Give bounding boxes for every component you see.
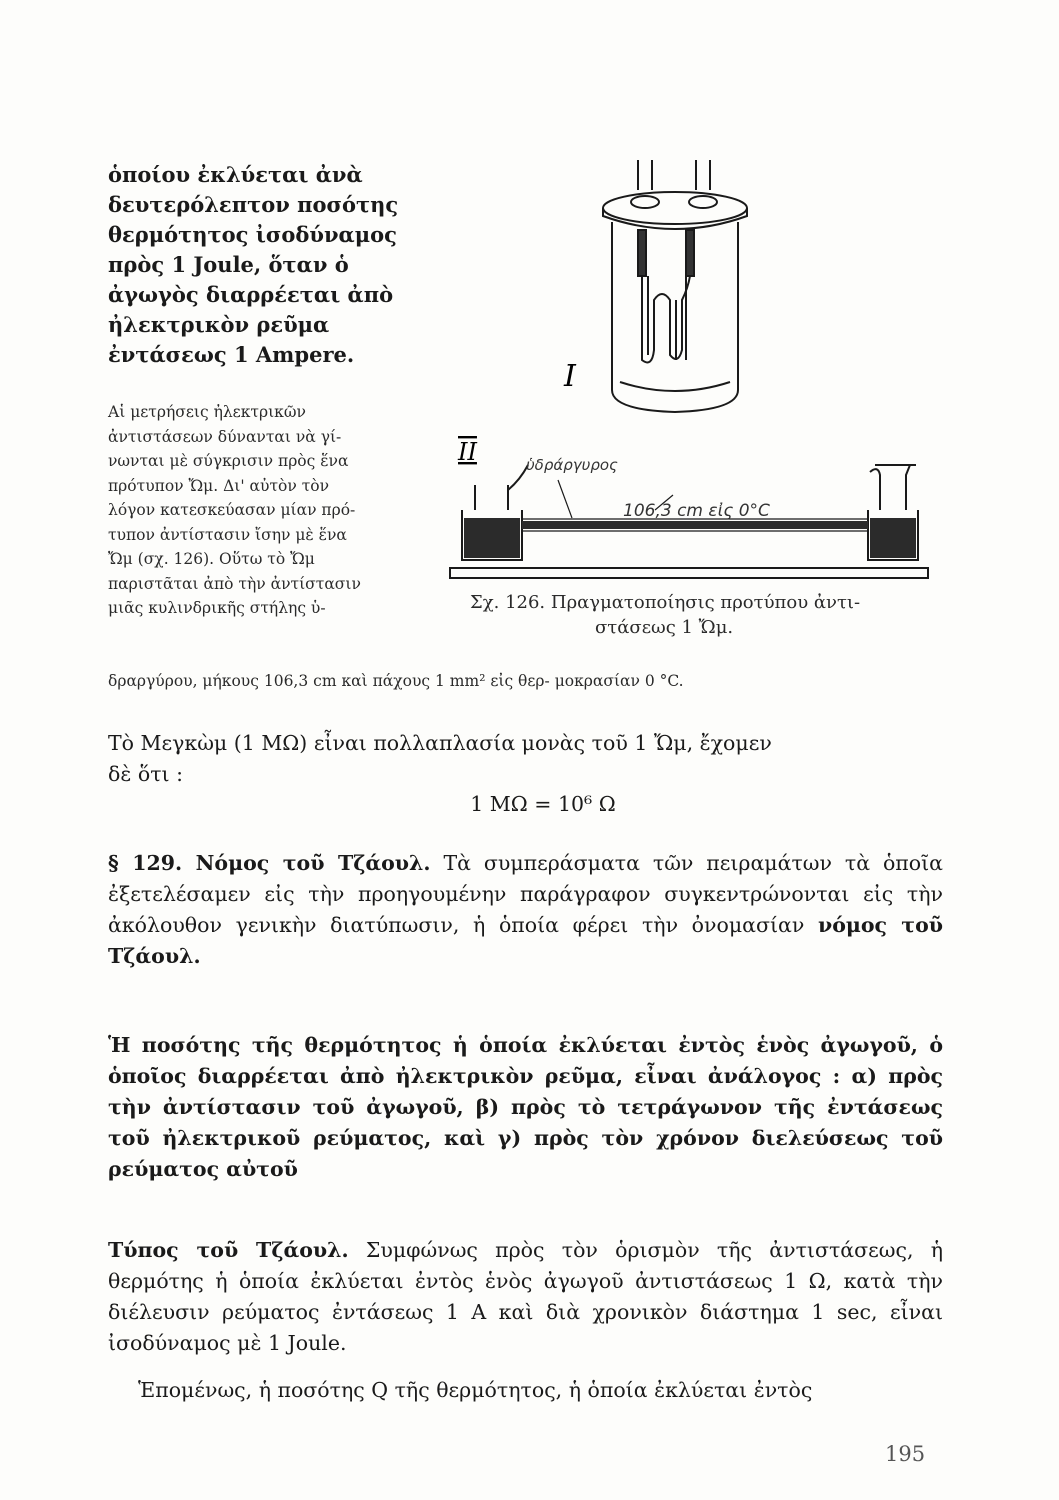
section-law-name: νόμος τοῦ Τζάουλ. — [108, 913, 943, 968]
mercury-label: ὑδράργυρος — [526, 456, 618, 474]
figure-caption — [470, 590, 950, 640]
section-text: Τὰ συμπεράσματα τῶν πειραμάτων τὰ ὁποῖα ἐξετελέσαμεν εἰς τὴν προηγουμένην παράγραφον συγκεντρώνονται εἰς τὴν ἀκόλουθον γενικὴν διατύπωσιν, ἡ ὁποία φέρει τὴν ὀνομασίαν — [108, 851, 943, 937]
megaohm-paragraph — [108, 728, 943, 790]
small-print-paragraph — [108, 400, 428, 621]
caption-line-1: Σχ. 126. Πραγματοποίησις προτύπου ἀντι- — [470, 592, 861, 613]
megaohm-line-2: δὲ ὅτι : — [108, 762, 184, 786]
small-line: Ὤμ (σχ. 126). Οὕτω τὸ Ὤμ — [108, 550, 315, 568]
last-paragraph: Ἑπομένως, ἡ ποσότης Q τῆς θερμότητος, ἡ ὁποία ἐκλύεται ἐντὸς — [138, 1378, 813, 1402]
joule-formula-paragraph — [108, 1235, 943, 1359]
joule-type-text: Συμφώνως πρὸς τὸν ὁρισμὸν τῆς ἀντιστάσεως, ἡ θερμότης ἡ ὁποία ἐκλύεται ἐντὸς ἑνὸς ἀγωγοῦ ἀντιστάσεως 1 Ω, κατὰ τὴν διέλευσιν ρεύματος ἐντάσεως 1 Α καὶ διὰ χρονικὸν διάστημα 1 sec, εἶναι ἰσοδύναμος μὲ 1 Joule. — [108, 1238, 943, 1355]
figure-126-standard-ohm — [440, 150, 950, 590]
small-line: πρότυπον Ὤμ. Δι' αὐτὸν τὸν — [108, 476, 330, 495]
caption-line-2: στάσεως 1 Ὤμ. — [595, 617, 734, 638]
tube-length-label: 106,3 cm εἰς 0°C — [623, 501, 770, 521]
small-line: μιᾶς κυλινδρικῆς στήλης ὑ- — [108, 599, 326, 617]
small-line: τυπον ἀντίστασιν ἴσην μὲ ἕνα — [108, 525, 347, 544]
section-129-paragraph — [108, 848, 943, 972]
section-heading: § 129. Νόμος τοῦ Τζάουλ. — [108, 851, 431, 875]
figure-label-II: II — [458, 438, 477, 466]
small-line: λόγον κατεσκεύασαν μίαν πρό- — [108, 501, 356, 519]
small-print-continuation: δραργύρου, μήκους 106,3 cm καὶ πάχους 1 mm² εἰς θερ- μοκρασίαν 0 °C. — [108, 672, 684, 690]
joule-type-heading: Τύπος τοῦ Τζάουλ. — [108, 1238, 349, 1262]
small-line: ἀντιστάσεων δύνανται νὰ γί- — [108, 427, 342, 446]
small-line: νωνται μὲ σύγκρισιν πρὸς ἕνα — [108, 452, 349, 470]
small-line: παριστᾶται ἀπὸ τὴν ἀντίστασιν — [108, 574, 361, 593]
joule-law-statement: Ἡ ποσότης τῆς θερμότητος ἡ ὁποία ἐκλύεται ἐντὸς ἑνὸς ἀγωγοῦ, ὁ ὁποῖος διαρρέεται ἀπὸ ἠλεκτρικὸν ρεῦμα, εἶναι ἀνάλογος : α) πρὸς τὴν ἀντίστασιν τοῦ ἀγωγοῦ, β) πρὸς τὸ τετράγωνον τῆς ἐντάσεως τοῦ ἠλεκτρικοῦ ρεύματος, καὶ γ) πρὸς τὸν χρόνον διελεύσεως τοῦ ρεύματος αὐτοῦ — [108, 1033, 943, 1181]
megaohm-line-1: Τὸ Μεγκὼμ (1 ΜΩ) εἶναι πολλαπλασία μονὰς τοῦ 1 Ὤμ, ἔχομεν — [108, 731, 772, 755]
page-number: 195 — [885, 1442, 926, 1466]
intro-paragraph: ὁποίου ἐκλύεται ἀνὰ δευτερόλεπτον ποσότης θερμότητος ἰσοδύναμος πρὸς 1 Joule, ὅταν ὁ ἀγωγὸς διαρρέεται ἀπὸ ἠλεκτρικὸν ρεῦμα ἐντάσεως 1 Ampere. — [108, 162, 399, 367]
small-line: Αἱ μετρήσεις ἠλεκτρικῶν — [108, 403, 306, 421]
figure-label-I: I — [564, 359, 576, 394]
megaohm-formula: 1 ΜΩ = 10⁶ Ω — [470, 792, 616, 816]
